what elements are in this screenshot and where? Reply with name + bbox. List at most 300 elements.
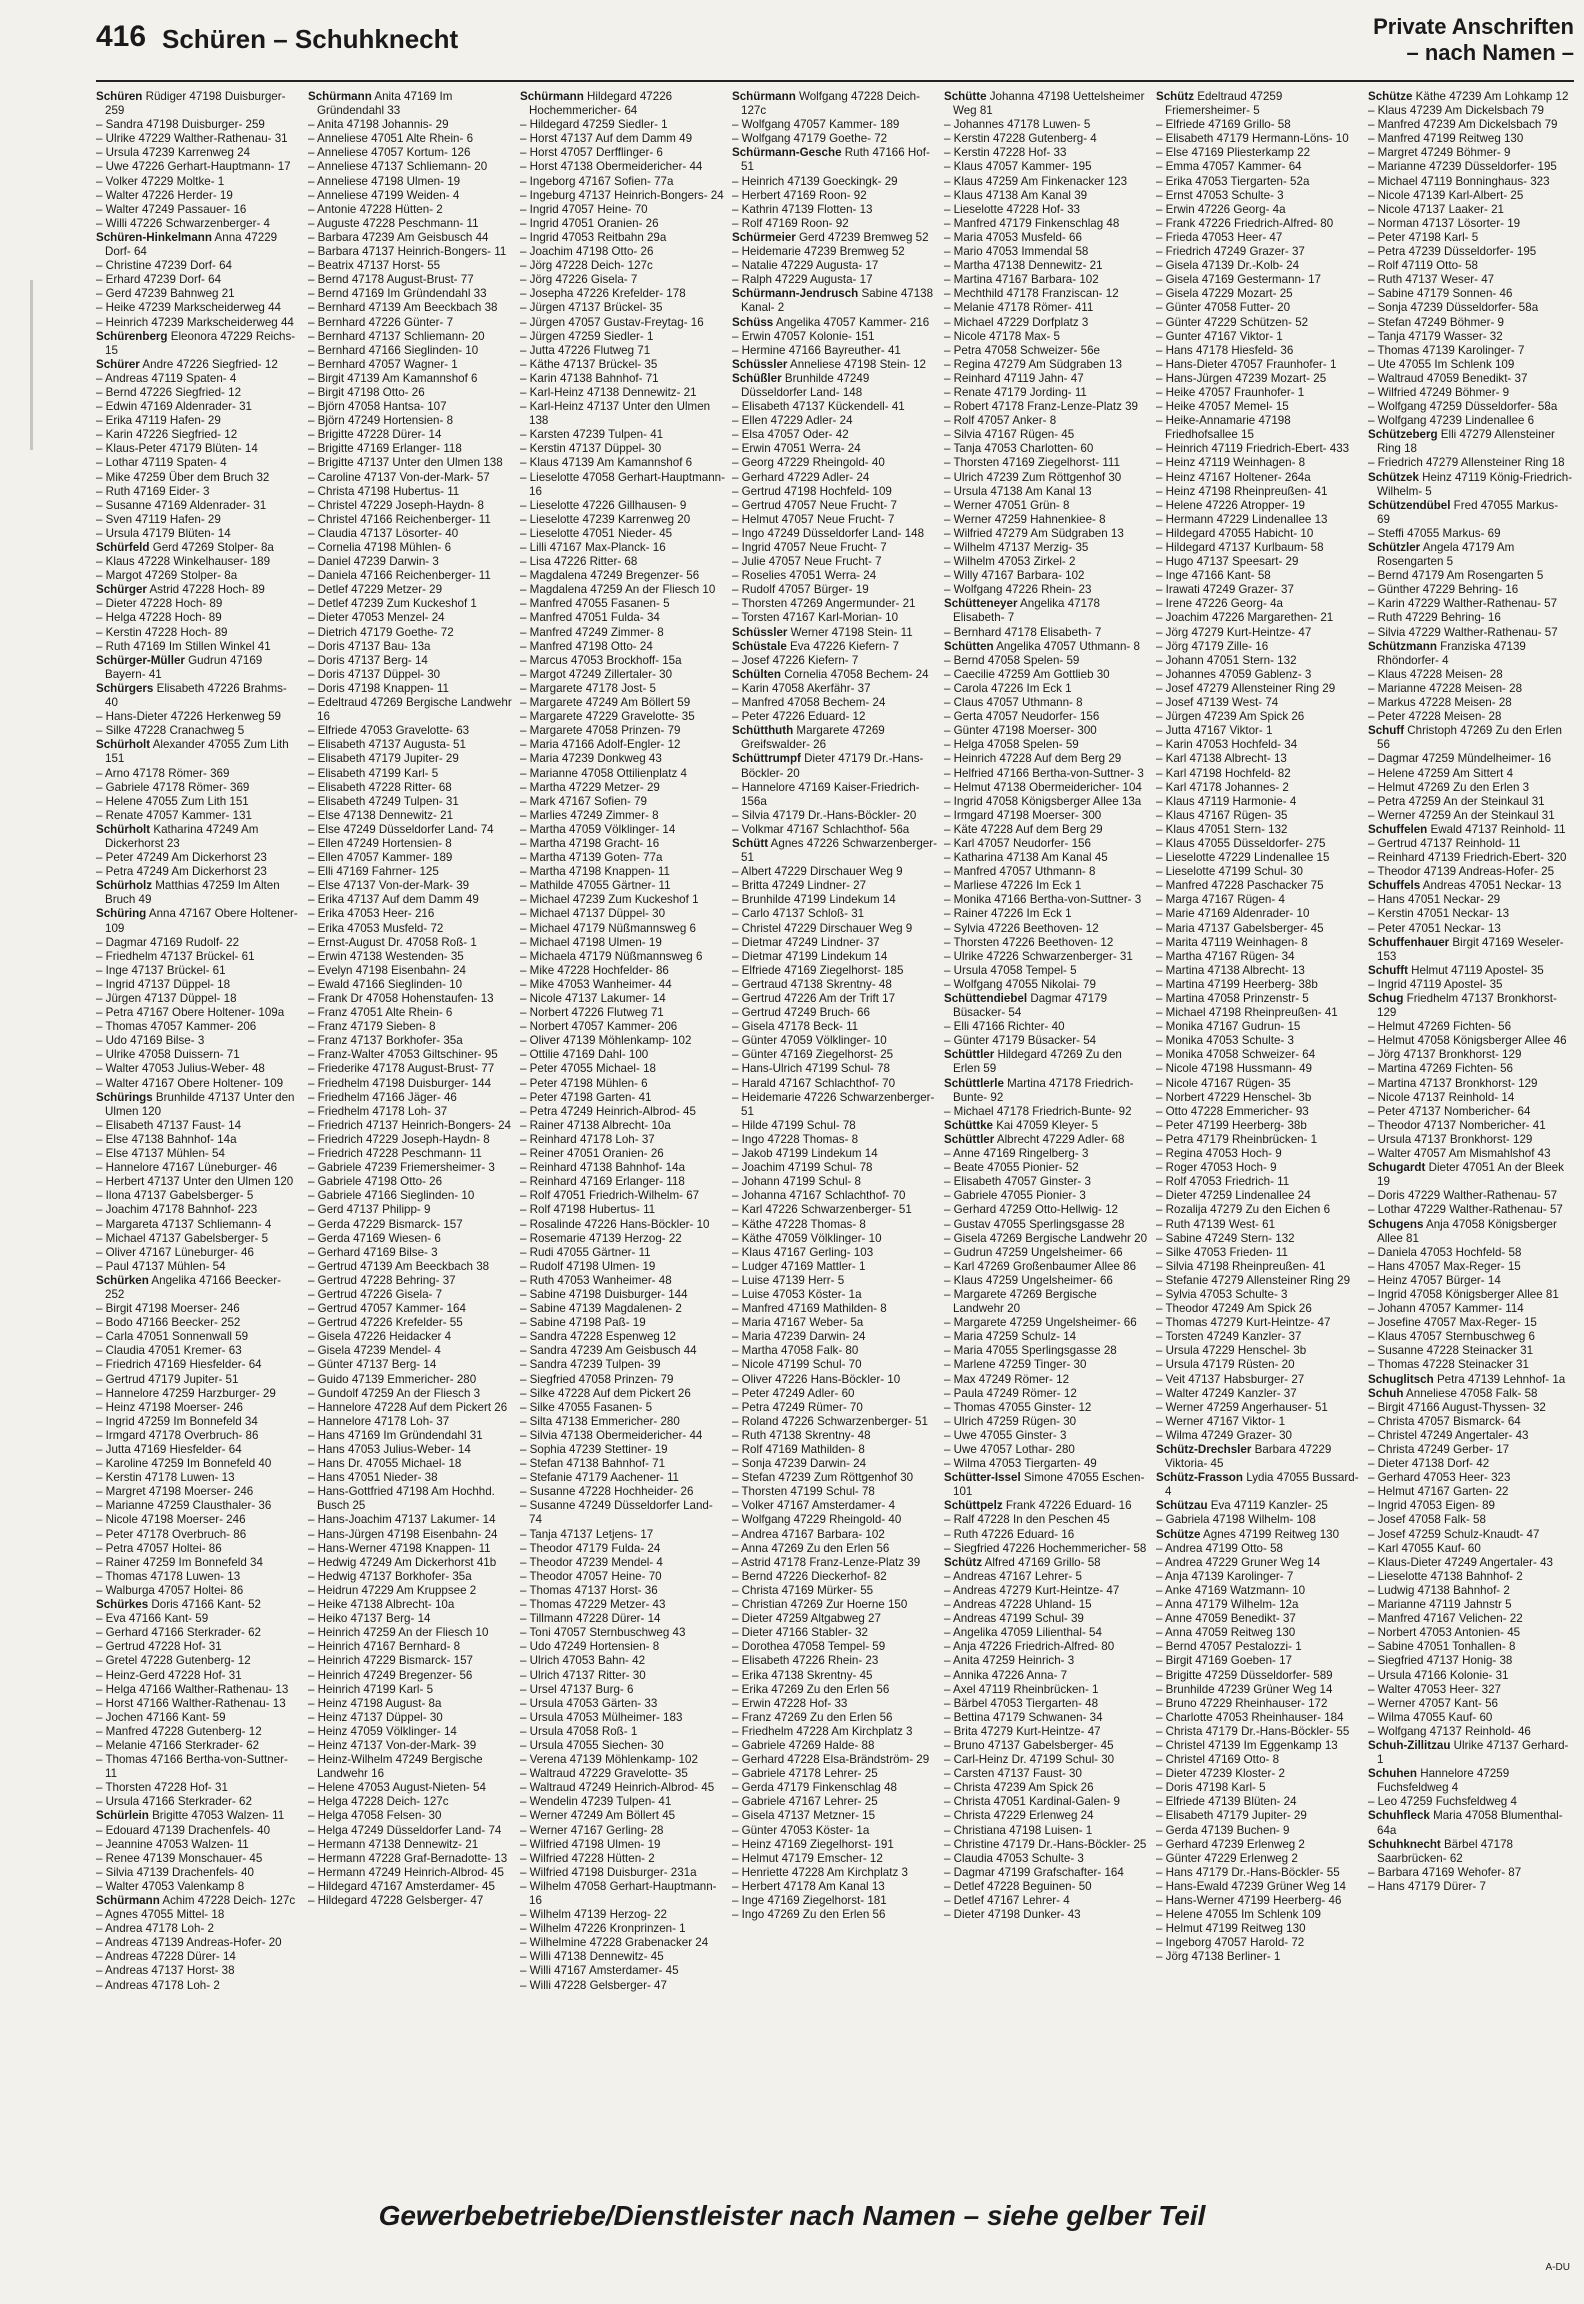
listing-entry: [520, 301, 726, 315]
entry-text: – Ursula 47058 Tempel- 5: [944, 963, 1077, 977]
entry-text: – Hannelore 47228 Auf dem Pickert 26: [308, 1400, 508, 1414]
listing-entry: [944, 456, 1150, 470]
listing-entry: [1368, 541, 1574, 569]
listing-entry: [1368, 1711, 1574, 1725]
listing-entry: [1368, 1091, 1574, 1105]
listing-entry: [732, 555, 938, 569]
listing-entry: [1156, 1894, 1362, 1908]
listing-entry: [732, 259, 938, 273]
entry-text: – Jörg 47228 Deich- 127c: [520, 259, 653, 273]
entry-text: – Klaus 47057 Sternbuschweg 6: [1368, 1330, 1535, 1344]
entry-text: – Willi 47228 Gelsberger- 47: [520, 1978, 667, 1992]
entry-text: – Waltraud 47229 Gravelotte- 35: [520, 1767, 688, 1781]
entry-text: Elli 47279 Allensteiner Ring 18: [1377, 428, 1555, 456]
entry-text: Andre 47226 Siegfried- 12: [139, 357, 278, 371]
entry-text: – Ursula 47179 Blüten- 14: [96, 526, 231, 540]
entry-text: – Maria 47239 Donkweg 43: [520, 752, 662, 766]
listing-entry: [732, 907, 938, 921]
entry-text: – Dietmar 47249 Lindner- 37: [732, 935, 880, 949]
listing-entry: [96, 1034, 302, 1048]
entry-text: – Ulrike 47058 Duissern- 71: [96, 1048, 240, 1062]
listing-entry: [944, 1105, 1150, 1119]
entry-text: – Carsten 47137 Faust- 30: [944, 1767, 1082, 1781]
listing-entry: [520, 583, 726, 597]
entry-text: – Silke 47055 Fasanen- 5: [520, 1400, 653, 1414]
listing-entry: [944, 1189, 1150, 1203]
listing-entry: [520, 837, 726, 851]
listing-entry: [944, 1175, 1150, 1189]
entry-text: – Natalie 47229 Augusta- 17: [732, 259, 879, 273]
entry-text: – Marianne 47119 Jahnstr 5: [1368, 1598, 1512, 1612]
entry-text: – Hugo 47137 Speesart- 29: [1156, 555, 1299, 569]
listing-entry: [1156, 245, 1362, 259]
entry-surname: Schürmann: [732, 90, 796, 103]
listing-entry: [944, 386, 1150, 400]
entry-text: – Bruno 47229 Rheinhauser- 172: [1156, 1696, 1328, 1710]
listing-entry: [944, 1344, 1150, 1358]
entry-text: – Wolfgang 47137 Reinhold- 46: [1368, 1724, 1531, 1738]
entry-text: – Christa 47239 Am Spick 26: [944, 1781, 1094, 1795]
entry-text: – Martha 47167 Rügen- 34: [1156, 949, 1295, 963]
listing-column: [1368, 90, 1574, 2190]
listing-entry: [1156, 442, 1362, 456]
entry-text: – Anneliese 47198 Ulmen- 19: [308, 174, 461, 188]
listing-entry: [1156, 344, 1362, 358]
entry-text: – Petra 47179 Rheinbrücken- 1: [1156, 1132, 1318, 1146]
entry-text: – Frank 47226 Friedrich-Alfred- 80: [1156, 216, 1334, 230]
listing-entry: [732, 865, 938, 879]
listing-entry: [732, 400, 938, 414]
listing-entry: [308, 893, 514, 907]
listing-entry: [1156, 893, 1362, 907]
entry-text: – Monika 47053 Schulte- 3: [1156, 1034, 1294, 1048]
listing-entry: [1368, 1880, 1574, 1894]
entry-text: Edeltraud 47259 Friemersheimer- 5: [1165, 90, 1283, 118]
entry-text: – Josef 47226 Kiefern- 7: [732, 653, 859, 667]
entry-text: – Gerhard 47228 Elsa-Brändström- 29: [732, 1753, 930, 1767]
listing-entry: [1156, 555, 1362, 569]
listing-entry: [96, 1429, 302, 1443]
listing-entry: [1156, 1133, 1362, 1147]
entry-text: – Petra 47167 Obere Holtener- 109a: [96, 1006, 285, 1020]
listing-entry: [944, 1316, 1150, 1330]
entry-text: – Thomas 47279 Kurt-Heintze- 47: [1156, 1316, 1331, 1330]
listing-entry: [1156, 1612, 1362, 1626]
entry-text: – Christa 47057 Bismarck- 64: [1368, 1414, 1521, 1428]
listing-entry: [1156, 992, 1362, 1006]
entry-text: – Detlef 47239 Zum Kuckeshof 1: [308, 597, 477, 611]
entry-text: – Wilhelm 47226 Kronprinzen- 1: [520, 1922, 686, 1936]
entry-text: – Barbara 47137 Heinrich-Bongers- 11: [308, 245, 507, 259]
entry-text: Anneliese 47198 Stein- 12: [787, 357, 927, 371]
entry-text: – Hans 47178 Hiesfeld- 36: [1156, 343, 1294, 357]
listing-entry: [732, 1795, 938, 1809]
entry-text: – Wilhelmine 47228 Grabenacker 24: [520, 1936, 709, 1950]
listing-entry: [308, 358, 514, 372]
listing-entry: [520, 1034, 726, 1048]
entry-text: – Gabriele 47167 Lehrer- 25: [732, 1795, 878, 1809]
listing-entry: [944, 1358, 1150, 1372]
entry-text: – Charlotte 47053 Rheinhauser- 184: [1156, 1710, 1344, 1724]
listing-entry: [1368, 1654, 1574, 1668]
entry-text: – Werner 47057 Kant- 56: [1368, 1696, 1498, 1710]
entry-text: – Gerhard 47169 Bilse- 3: [308, 1245, 438, 1259]
entry-text: – Petra 47249 Am Dickerhorst 23: [96, 865, 267, 879]
listing-entry: [308, 1528, 514, 1542]
listing-entry: [1156, 1147, 1362, 1161]
listing-entry: [944, 1838, 1150, 1852]
corner-code: A-DU: [1545, 2262, 1570, 2273]
entry-text: – Gerda 47169 Wiesen- 6: [308, 1231, 441, 1245]
listing-entry: [1156, 1697, 1362, 1711]
listing-entry: [1156, 1725, 1362, 1739]
listing-entry: [1156, 372, 1362, 386]
listing-entry: [96, 1683, 302, 1697]
entry-text: – Theodor 47179 Fulda- 24: [520, 1541, 661, 1555]
entry-text: – Oliver 47226 Hans-Böckler- 10: [732, 1372, 901, 1386]
listing-entry: [732, 1908, 938, 1922]
listing-entry: [1368, 907, 1574, 921]
listing-entry: [944, 654, 1150, 668]
entry-text: – Heinz 47137 Düppel- 30: [308, 1710, 443, 1724]
listing-entry: [944, 499, 1150, 513]
listing-entry: [944, 950, 1150, 964]
listing-entry: [96, 1471, 302, 1485]
listing-entry: [944, 583, 1150, 597]
listing-entry: [308, 1105, 514, 1119]
listing-entry: [1368, 1683, 1574, 1697]
entry-text: – Hildegard 47259 Siedler- 1: [520, 118, 668, 132]
entry-text: – Hans-Dieter 47226 Herkenweg 59: [96, 710, 281, 724]
entry-text: – Brigitte 47259 Düsseldorfer- 589: [1156, 1668, 1333, 1682]
entry-text: – Petra 47259 An der Steinkaul 31: [1368, 794, 1545, 808]
entry-text: Simone 47055 Eschen- 101: [953, 1471, 1145, 1499]
entry-surname: Schürger: [96, 583, 147, 597]
entry-text: – Reinhard 47178 Loh- 37: [520, 1132, 655, 1146]
listing-entry: [96, 1020, 302, 1034]
listing-entry: [944, 978, 1150, 992]
entry-text: – Michael 47137 Düppel- 30: [520, 907, 666, 921]
entry-text: – Horst 47166 Walther-Rathenau- 13: [96, 1696, 286, 1710]
listing-entry: [308, 1626, 514, 1640]
entry-text: – Silvia 47179 Dr.-Hans-Böckler- 20: [732, 808, 917, 822]
entry-text: – Johann 47051 Stern- 132: [1156, 653, 1297, 667]
entry-text: – Ludwig 47138 Bahnhof- 2: [1368, 1583, 1510, 1597]
listing-entry: [1156, 668, 1362, 682]
listing-entry: [520, 1936, 726, 1950]
listing-entry: [1156, 90, 1362, 118]
entry-text: – Andrea 47199 Otto- 58: [1156, 1541, 1283, 1555]
listing-entry: [944, 1570, 1150, 1584]
entry-text: – Ewald 47166 Sieglinden- 10: [308, 977, 463, 991]
entry-text: – Gisela 47139 Dr.-Kolb- 24: [1156, 259, 1300, 273]
listing-entry: [732, 1584, 938, 1598]
entry-text: – Karoline 47259 Im Bonnefeld 40: [96, 1457, 272, 1471]
entry-surname: Schütter-Issel: [944, 1471, 1021, 1485]
listing-entry: [96, 1302, 302, 1316]
entry-surname: Schürmann-Jendrusch: [732, 287, 859, 301]
listing-entry: [1368, 795, 1574, 809]
listing-entry: [308, 851, 514, 865]
listing-entry: [1156, 1429, 1362, 1443]
entry-text: – Monika 47058 Schweizer- 64: [1156, 1048, 1316, 1062]
listing-entry: [1156, 541, 1362, 555]
listing-entry: [308, 330, 514, 344]
listing-entry: [732, 1232, 938, 1246]
listing-entry: [520, 442, 726, 456]
listing-entry: [96, 1232, 302, 1246]
entry-text: – Christine 47179 Dr.-Hans-Böckler- 25: [944, 1837, 1147, 1851]
listing-entry: [1368, 175, 1574, 189]
entry-text: – Stefan 47249 Böhmer- 9: [1368, 315, 1504, 329]
entry-text: – Eva 47166 Kant- 59: [96, 1612, 209, 1626]
entry-text: – Wilma 47249 Grazer- 30: [1156, 1428, 1292, 1442]
listing-entry: [96, 1922, 302, 1936]
entry-text: – Volkmar 47167 Schlachthof- 56a: [732, 822, 910, 836]
listing-entry: [96, 1218, 302, 1232]
listing-entry: [944, 344, 1150, 358]
entry-text: – Walter 47053 Valenkamp 8: [96, 1879, 245, 1893]
entry-text: – Björn 47058 Hantsa- 107: [308, 400, 447, 414]
listing-entry: [96, 541, 302, 555]
listing-entry: [96, 626, 302, 640]
listing-entry: [1156, 217, 1362, 231]
entry-text: – Ingrid 47051 Oranien- 26: [520, 216, 659, 230]
listing-entry: [308, 1570, 514, 1584]
listing-entry: [944, 1203, 1150, 1217]
entry-text: Gudrun 47169 Bayern- 41: [105, 653, 263, 681]
entry-text: – Oliver 47139 Möhlenkamp- 102: [520, 1034, 692, 1048]
entry-text: – Else 47169 Pliesterkamp 22: [1156, 146, 1311, 160]
entry-text: – Lieselotte 47229 Lindenallee 15: [1156, 851, 1330, 865]
listing-entry: [520, 118, 726, 132]
listing-entry: [732, 1189, 938, 1203]
entry-text: – Christine 47239 Dorf- 64: [96, 259, 232, 273]
entry-text: – Sabine 47179 Sonnen- 46: [1368, 287, 1513, 301]
entry-surname: Schüßler: [732, 371, 782, 385]
entry-text: Margarete 47269 Greifswalder- 26: [741, 724, 885, 752]
listing-entry: [520, 1119, 726, 1133]
listing-entry: [308, 287, 514, 301]
listing-entry: [944, 1401, 1150, 1415]
entry-text: – Ursula 47138 Am Kanal 13: [944, 484, 1092, 498]
entry-text: – Wilhelm 47058 Gerhart-Hauptmann- 16: [520, 1879, 717, 1907]
listing-entry: [732, 442, 938, 456]
listing-entry: [732, 1852, 938, 1866]
listing-entry: [308, 1344, 514, 1358]
entry-text: – Georg 47229 Rheingold- 40: [732, 456, 885, 470]
entry-text: – Ursula 47058 Roß- 1: [520, 1724, 638, 1738]
entry-text: – Willy 47167 Barbara- 102: [944, 569, 1085, 583]
listing-entry: [1368, 1697, 1574, 1711]
entry-text: – Siegfried 47058 Prinzen- 79: [520, 1372, 674, 1386]
entry-text: Bärbel 47178 Saarbrücken- 62: [1377, 1837, 1513, 1865]
entry-text: – Friedrich 47229 Joseph-Haydn- 8: [308, 1132, 490, 1146]
listing-entry: [308, 879, 514, 893]
listing-entry: [308, 400, 514, 414]
entry-text: – Gertrud 47057 Neue Frucht- 7: [732, 498, 897, 512]
entry-surname: Schugens: [1368, 1217, 1424, 1231]
listing-entry: [944, 781, 1150, 795]
entry-text: – Ernst-August Dr. 47058 Roß- 1: [308, 935, 477, 949]
entry-text: – Michael 47178 Friedrich-Bunte- 92: [944, 1104, 1132, 1118]
entry-text: – Erwin 47228 Hof- 33: [732, 1696, 848, 1710]
entry-text: – Heinz 47198 August- 8a: [308, 1696, 442, 1710]
entry-text: – Christel 47166 Reichenberger- 11: [308, 512, 491, 526]
listing-entry: [1368, 231, 1574, 245]
entry-text: – Klaus 47228 Meisen- 28: [1368, 667, 1503, 681]
listing-entry: [1368, 358, 1574, 372]
listing-entry: [1368, 1725, 1574, 1739]
listing-entry: [1156, 795, 1362, 809]
entry-text: – Helene 47055 Im Schlenk 109: [1156, 1908, 1322, 1922]
listing-entry: [732, 1894, 938, 1908]
listing-entry: [520, 1640, 726, 1654]
entry-text: – Else 47138 Dennewitz- 21: [308, 808, 454, 822]
entry-text: – Petra 47249 Heinrich-Albrod- 45: [520, 1104, 696, 1118]
entry-text: – Günter 47058 Futter- 20: [1156, 301, 1291, 315]
listing-entry: [520, 1824, 726, 1838]
entry-text: – Rudolf 47198 Ulmen- 19: [520, 1259, 656, 1273]
listing-entry: [732, 217, 938, 231]
listing-entry: [520, 1401, 726, 1415]
listing-entry: [520, 668, 726, 682]
entry-text: – Maria 47053 Musfeld- 66: [944, 230, 1082, 244]
entry-text: – Maria 47259 Schulz- 14: [944, 1330, 1077, 1344]
entry-text: – Ralf 47228 In den Peschen 45: [944, 1513, 1110, 1527]
entry-text: – Thomas 47228 Steinacker 31: [1368, 1358, 1529, 1372]
entry-text: – Sabine 47139 Magdalenen- 2: [520, 1302, 682, 1316]
entry-text: – Gertrud 47226 Gisela- 7: [308, 1287, 443, 1301]
entry-surname: Schürholz: [96, 879, 153, 893]
entry-text: – Brita 47279 Kurt-Heintze- 47: [944, 1724, 1101, 1738]
listing-entry: [944, 442, 1150, 456]
entry-text: – Jeannine 47053 Walzen- 11: [96, 1837, 249, 1851]
entry-text: Alfred 47169 Grillo- 58: [982, 1555, 1101, 1569]
entry-text: – Ottilie 47169 Dahl- 100: [520, 1048, 649, 1062]
entry-text: – Wolfgang 47057 Kammer- 189: [732, 118, 900, 132]
entry-text: Eva 47119 Kanzler- 25: [1207, 1499, 1328, 1513]
entry-surname: Schützmann: [1368, 639, 1437, 653]
listing-entry: [944, 696, 1150, 710]
entry-text: – Josef 47058 Falk- 58: [1368, 1513, 1486, 1527]
entry-text: – Wolfgang 47259 Düsseldorfer- 58a: [1368, 400, 1558, 414]
entry-text: – Martha 47198 Knappen- 11: [520, 865, 670, 879]
entry-text: – Emma 47057 Kammer- 64: [1156, 160, 1302, 174]
listing-entry: [520, 922, 726, 936]
entry-text: Dieter 47179 Dr.-Hans-Böckler- 20: [741, 752, 924, 780]
entry-text: – Brigitte 47137 Unter den Ulmen 138: [308, 456, 503, 470]
entry-text: – Helmut 47199 Reitweg 130: [1156, 1922, 1306, 1936]
listing-entry: [308, 1302, 514, 1316]
entry-text: – Margret 47198 Moerser- 246: [96, 1485, 254, 1499]
listing-entry: [732, 950, 938, 964]
entry-text: – Gerda 47139 Buchen- 9: [1156, 1823, 1290, 1837]
entry-text: – Hannelore 47259 Harzburger- 29: [96, 1386, 276, 1400]
listing-entry: [1368, 1105, 1574, 1119]
entry-text: – Ulrich 47137 Ritter- 30: [520, 1668, 646, 1682]
listing-entry: [732, 569, 938, 583]
entry-text: – Josef 47139 West- 74: [1156, 696, 1279, 710]
listing-entry: [96, 287, 302, 301]
listing-entry: [1368, 245, 1574, 259]
entry-text: – Melanie 47166 Sterkrader- 62: [96, 1738, 260, 1752]
entry-text: – Werner 47249 Am Böllert 45: [520, 1809, 676, 1823]
listing-entry: [732, 1344, 938, 1358]
listing-entry: [520, 1683, 726, 1697]
listing-entry: [1368, 1246, 1574, 1260]
entry-text: – Detlef 47167 Lehrer- 4: [944, 1894, 1070, 1907]
listing-entry: [308, 1358, 514, 1372]
listing-entry: [520, 1373, 726, 1387]
listing-entry: [520, 1316, 726, 1330]
listing-entry: [944, 851, 1150, 865]
listing-entry: [1156, 767, 1362, 781]
entry-text: – Ulrich 47053 Bahn- 42: [520, 1654, 646, 1668]
listing-entry: [96, 1626, 302, 1640]
listing-entry: [96, 809, 302, 823]
listing-entry: [944, 485, 1150, 499]
listing-entry: [1368, 386, 1574, 400]
listing-entry: [308, 301, 514, 315]
entry-text: – Peter 47178 Overbruch- 86: [96, 1527, 247, 1541]
listing-entry: [308, 1894, 514, 1908]
listing-entry: [944, 1640, 1150, 1654]
listing-entry: [96, 386, 302, 400]
listing-entry: [308, 738, 514, 752]
listing-entry: [732, 541, 938, 555]
listing-entry: [1368, 1499, 1574, 1513]
listing-entry: [732, 344, 938, 358]
listing-entry: [1156, 1626, 1362, 1640]
entry-text: – Elfriede 47139 Blüten- 24: [1156, 1795, 1297, 1809]
listing-entry: [944, 1161, 1150, 1175]
entry-text: – Ursula 47137 Bronkhorst- 129: [1368, 1132, 1533, 1146]
entry-text: – Gertrud 47226 Am der Trift 17: [732, 992, 896, 1005]
listing-entry: [1368, 1133, 1574, 1147]
listing-column: [96, 90, 302, 2190]
listing-entry: [732, 1767, 938, 1781]
listing-entry: [732, 1316, 938, 1330]
listing-entry: [1368, 1739, 1574, 1767]
listing-entry: [96, 1499, 302, 1513]
entry-text: – Wilfried 47198 Ulmen- 19: [520, 1837, 661, 1851]
listing-entry: [944, 1218, 1150, 1232]
entry-text: Kai 47059 Kleyer- 5: [992, 1118, 1099, 1132]
listing-entry: [96, 1964, 302, 1978]
entry-text: – Margot 47269 Stolper- 8a: [96, 569, 238, 583]
listing-entry: [732, 175, 938, 189]
listing-entry: [308, 767, 514, 781]
entry-text: – Elfriede 47169 Ziegelhorst- 185: [732, 963, 904, 977]
entry-surname: Schüren-Hinkelmann: [96, 230, 212, 244]
listing-entry: [308, 513, 514, 527]
entry-text: – Anneliese 47057 Kortum- 126: [308, 146, 471, 160]
listing-entry: [1368, 964, 1574, 978]
listing-entry: [520, 358, 726, 372]
listing-entry: [944, 1711, 1150, 1725]
listing-entry: [96, 682, 302, 710]
entry-text: – Hildegard 47137 Kurlbaum- 58: [1156, 541, 1324, 554]
entry-text: – Tanja 47137 Letjens- 17: [520, 1527, 654, 1541]
listing-entry: [732, 611, 938, 625]
entry-text: – Ulrich 47239 Zum Röttgenhof 30: [944, 470, 1122, 484]
listing-entry: [1156, 1316, 1362, 1330]
entry-text: – Franz-Walter 47053 Giltschiner- 95: [308, 1048, 498, 1062]
entry-text: – Kerstin 47137 Düppel- 30: [520, 442, 662, 456]
listing-entry: [308, 1288, 514, 1302]
listing-entry: [96, 1809, 302, 1823]
